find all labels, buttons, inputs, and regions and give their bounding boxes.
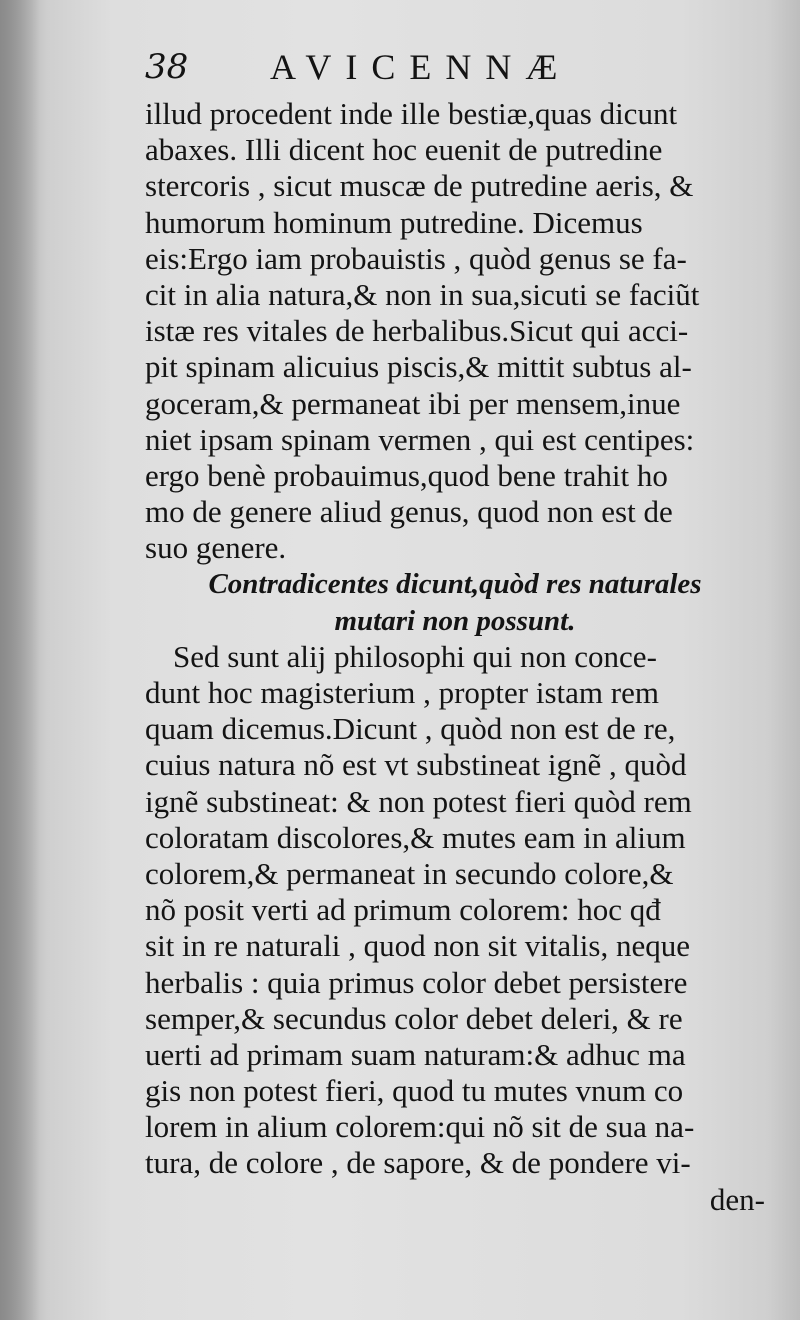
text-line: cuius natura nõ est vt substineat ignẽ , quòd bbox=[145, 747, 687, 783]
text-line: goceram,& permaneat ibi per mensem,inue bbox=[145, 385, 681, 421]
paragraph-2 bbox=[145, 639, 765, 1182]
text-line: cit in alia natura,& non in sua,sicuti se faciũt bbox=[145, 276, 700, 312]
text-line: coloratam discolores,& mutes eam in alium bbox=[145, 819, 686, 855]
text-line: eis:Ergo iam probauistis , quòd genus se fa- bbox=[145, 240, 687, 276]
text-line: nõ posit verti ad primum colorem: hoc qđ bbox=[145, 892, 661, 928]
text-line: mo de genere aliud genus, quod non est de bbox=[145, 494, 673, 530]
text-block bbox=[145, 96, 765, 1218]
running-head: AVICENNÆ bbox=[270, 47, 572, 87]
page-header bbox=[145, 42, 635, 92]
text-line: Sed sunt alij philosophi qui non conce- bbox=[173, 638, 657, 674]
text-line: uerti ad primam suam naturam:& adhuc ma bbox=[145, 1036, 686, 1072]
text-line: quam dicemus.Dicunt , quòd non est de re, bbox=[145, 711, 676, 747]
text-line: dunt hoc magisterium , propter istam rem bbox=[145, 675, 659, 710]
text-line: humorum hominum putredine. Dicemus bbox=[145, 204, 643, 240]
section-heading-line: mutari non possunt. bbox=[334, 604, 576, 637]
text-line: suo genere. bbox=[145, 530, 287, 566]
text-line: lorem in alium colorem:qui nõ sit de sua na- bbox=[145, 1109, 695, 1145]
text-line: ergo benè probauimus,quod bene trahit ho bbox=[145, 457, 668, 493]
text-line: ignẽ substineat: & non potest fieri quòd rem bbox=[145, 783, 692, 819]
text-line: gis non potest fieri, quod tu mutes vnum co bbox=[145, 1073, 684, 1109]
text-line: stercoris , sicut muscæ de putredine aeris, & bbox=[145, 168, 694, 204]
text-line: semper,& secundus color debet deleri, & re bbox=[145, 1000, 683, 1036]
text-line: sit in re naturali , quod non sit vitalis, neque bbox=[145, 928, 690, 964]
text-line: colorem,& permaneat in secundo colore,& bbox=[145, 855, 674, 891]
text-line: tura, de colore , de sapore, & de pondere vi- bbox=[145, 1145, 691, 1181]
text-line: illud procedent inde ille bestiæ,quas dicunt bbox=[145, 96, 678, 131]
text-line: istæ res vitales de herbalibus.Sicut qui acci- bbox=[145, 313, 689, 349]
catchword: den- bbox=[709, 1181, 765, 1217]
text-line: pit spinam alicuius piscis,& mittit subtus al- bbox=[145, 349, 692, 385]
gutter-shadow bbox=[0, 0, 40, 1320]
section-heading bbox=[145, 566, 765, 638]
paragraph-1 bbox=[145, 96, 765, 566]
folio-number: 38 bbox=[145, 47, 189, 87]
text-line: niet ipsam spinam vermen , qui est centipes: bbox=[145, 421, 695, 457]
text-line: herbalis : quia primus color debet persistere bbox=[145, 964, 688, 1000]
text-line: abaxes. Illi dicent hoc euenit de putredine bbox=[145, 132, 663, 168]
section-heading-line: Contradicentes dicunt,quòd res naturales bbox=[208, 568, 702, 601]
